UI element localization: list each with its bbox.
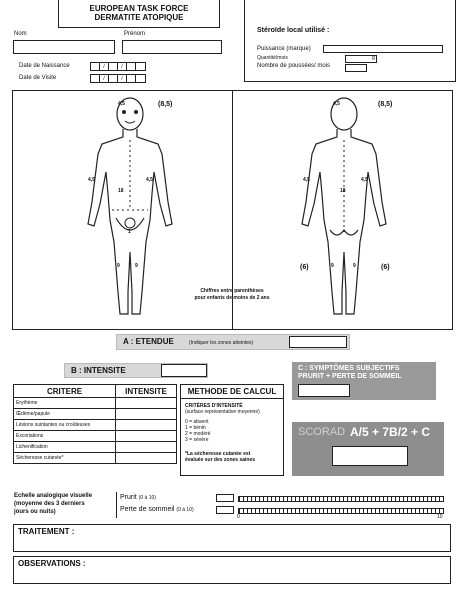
intensite-label: B : INTENSITE (71, 366, 126, 375)
intensite-bar (64, 363, 208, 378)
scorad-panel (292, 422, 444, 476)
level-1: 1 = bénin (185, 425, 206, 431)
etendue-hint: (Indiquer les zones atteintes) (189, 340, 254, 346)
front-leg-left-value: 9 (117, 263, 120, 269)
intensite-input[interactable] (116, 431, 177, 442)
nom-label: Nom (14, 31, 27, 37)
methode-box (180, 384, 284, 476)
intensite-input[interactable] (116, 409, 177, 420)
front-genital-value: 1 (128, 229, 131, 235)
steroid-box (244, 0, 456, 82)
prurit-label: Prurit (0 à 10) (120, 494, 156, 501)
table-row: Lichenification (14, 442, 177, 453)
symptomes-label-1: C : SYMPTÔMES SUBJECTIFS (298, 365, 400, 372)
intensite-input[interactable] (116, 398, 177, 409)
traitement-label: TRAITEMENT : (18, 527, 75, 536)
col-intensite: INTENSITE (116, 385, 177, 398)
intensite-input[interactable] (116, 442, 177, 453)
back-leg-right-value: 9 (353, 263, 356, 269)
back-arm-right-value: 4,5 (361, 177, 368, 183)
quantite-unit: g (372, 55, 375, 61)
critere-table (13, 384, 177, 464)
intensite-input[interactable] (116, 420, 177, 431)
sommeil-value-box[interactable] (216, 506, 234, 514)
symptomes-panel (292, 362, 436, 400)
back-body-figure[interactable] (294, 92, 394, 324)
scorad-field[interactable] (332, 446, 408, 466)
methode-title: METHODE DE CALCUL (181, 385, 283, 399)
criteres-title: CRITÈRES D'INTENSITÉ (185, 403, 243, 409)
front-arm-right-value: 4,5 (146, 177, 153, 183)
poussees-label: Nombre de poussées/ mois (257, 63, 331, 69)
observations-label: OBSERVATIONS : (18, 559, 86, 568)
nom-field[interactable] (13, 40, 115, 54)
prurit-value-box[interactable] (216, 494, 234, 502)
back-leg-left-child-value: (6) (300, 264, 309, 271)
intensite-input[interactable] (116, 453, 177, 464)
table-row: Œdème/papule (14, 409, 177, 420)
title-line1: EUROPEAN TASK FORCE (89, 4, 189, 13)
level-2: 2 = modéré (185, 431, 211, 437)
poussees-field[interactable] (345, 64, 367, 72)
title-line2: DERMATITE ATOPIQUE (94, 13, 184, 22)
back-head-value: 4,5 (333, 101, 340, 107)
scale-min: 0 (237, 514, 240, 520)
criteres-sub: (surface représentative moyenne) (185, 409, 260, 415)
front-trunk-value: 18 (118, 188, 124, 194)
date-naissance-field[interactable]: / / (90, 62, 146, 71)
scorad-formula: A/5 + 7B/2 + C (350, 425, 431, 439)
table-row: Erythème (14, 398, 177, 409)
prurit-scale[interactable] (238, 496, 444, 502)
date-naissance-label: Date de Naissance (19, 63, 70, 69)
table-row: Sécheresse cutanée* (14, 453, 177, 464)
traitement-box[interactable] (13, 524, 451, 552)
echelle-label: Echelle analogique visuelle (moyenne des 3 derniers jours ou nuits) (14, 493, 93, 515)
front-arm-left-value: 4,5 (88, 177, 95, 183)
symptomes-label-2: PRURIT + PERTE DE SOMMEIL (298, 373, 402, 380)
steroid-title: Stéroïde local utilisé : (257, 27, 330, 34)
scale-max: 10 (437, 514, 443, 520)
level-3: 3 = sévère (185, 437, 209, 443)
header-title-box (58, 0, 220, 28)
table-row: Lésions suintantes ou croûteuses (14, 420, 177, 431)
front-leg-right-value: 9 (135, 263, 138, 269)
front-head-value: 4,5 (118, 101, 125, 107)
echelle-divider (116, 492, 117, 518)
body-map-note: Chiffres entre parenthèses pour enfants de moins de 2 ans (194, 288, 270, 301)
date-visite-field[interactable]: / / (90, 74, 146, 83)
puissance-label: Puissance (marque) (257, 46, 311, 52)
back-head-child-value: (8,5) (378, 101, 393, 108)
quantite-label: Quantité/mois (257, 55, 288, 61)
front-body-figure[interactable] (80, 92, 180, 324)
level-0: 0 = absent (185, 419, 209, 425)
front-head-child-value: (8,5) (158, 101, 173, 108)
scorad-label: SCORAD (298, 426, 346, 438)
back-trunk-value: 18 (340, 188, 346, 194)
prenom-field[interactable] (122, 40, 222, 54)
date-visite-label: Date de Visite (19, 75, 57, 81)
col-critere: CRITERE (14, 385, 116, 398)
back-leg-right-child-value: (6) (381, 264, 390, 271)
observations-box[interactable] (13, 556, 451, 584)
methode-note-2: évaluée sur des zones saines (185, 457, 256, 463)
methode-note-1: *La sécheresse cutanée est (185, 451, 251, 457)
sommeil-label: Perte de sommeil (0 à 10) (120, 506, 194, 513)
intensite-field[interactable] (161, 364, 207, 377)
etendue-bar (116, 334, 350, 350)
prenom-label: Prénom (124, 31, 146, 37)
back-leg-left-value: 9 (331, 263, 334, 269)
puissance-field[interactable] (323, 45, 443, 53)
back-arm-left-value: 4,5 (303, 177, 310, 183)
symptomes-field[interactable] (298, 384, 350, 397)
table-row: Excoriations (14, 431, 177, 442)
sommeil-scale[interactable] (238, 508, 444, 514)
etendue-label: A : ETENDUE (123, 337, 174, 346)
etendue-field[interactable] (289, 336, 347, 348)
